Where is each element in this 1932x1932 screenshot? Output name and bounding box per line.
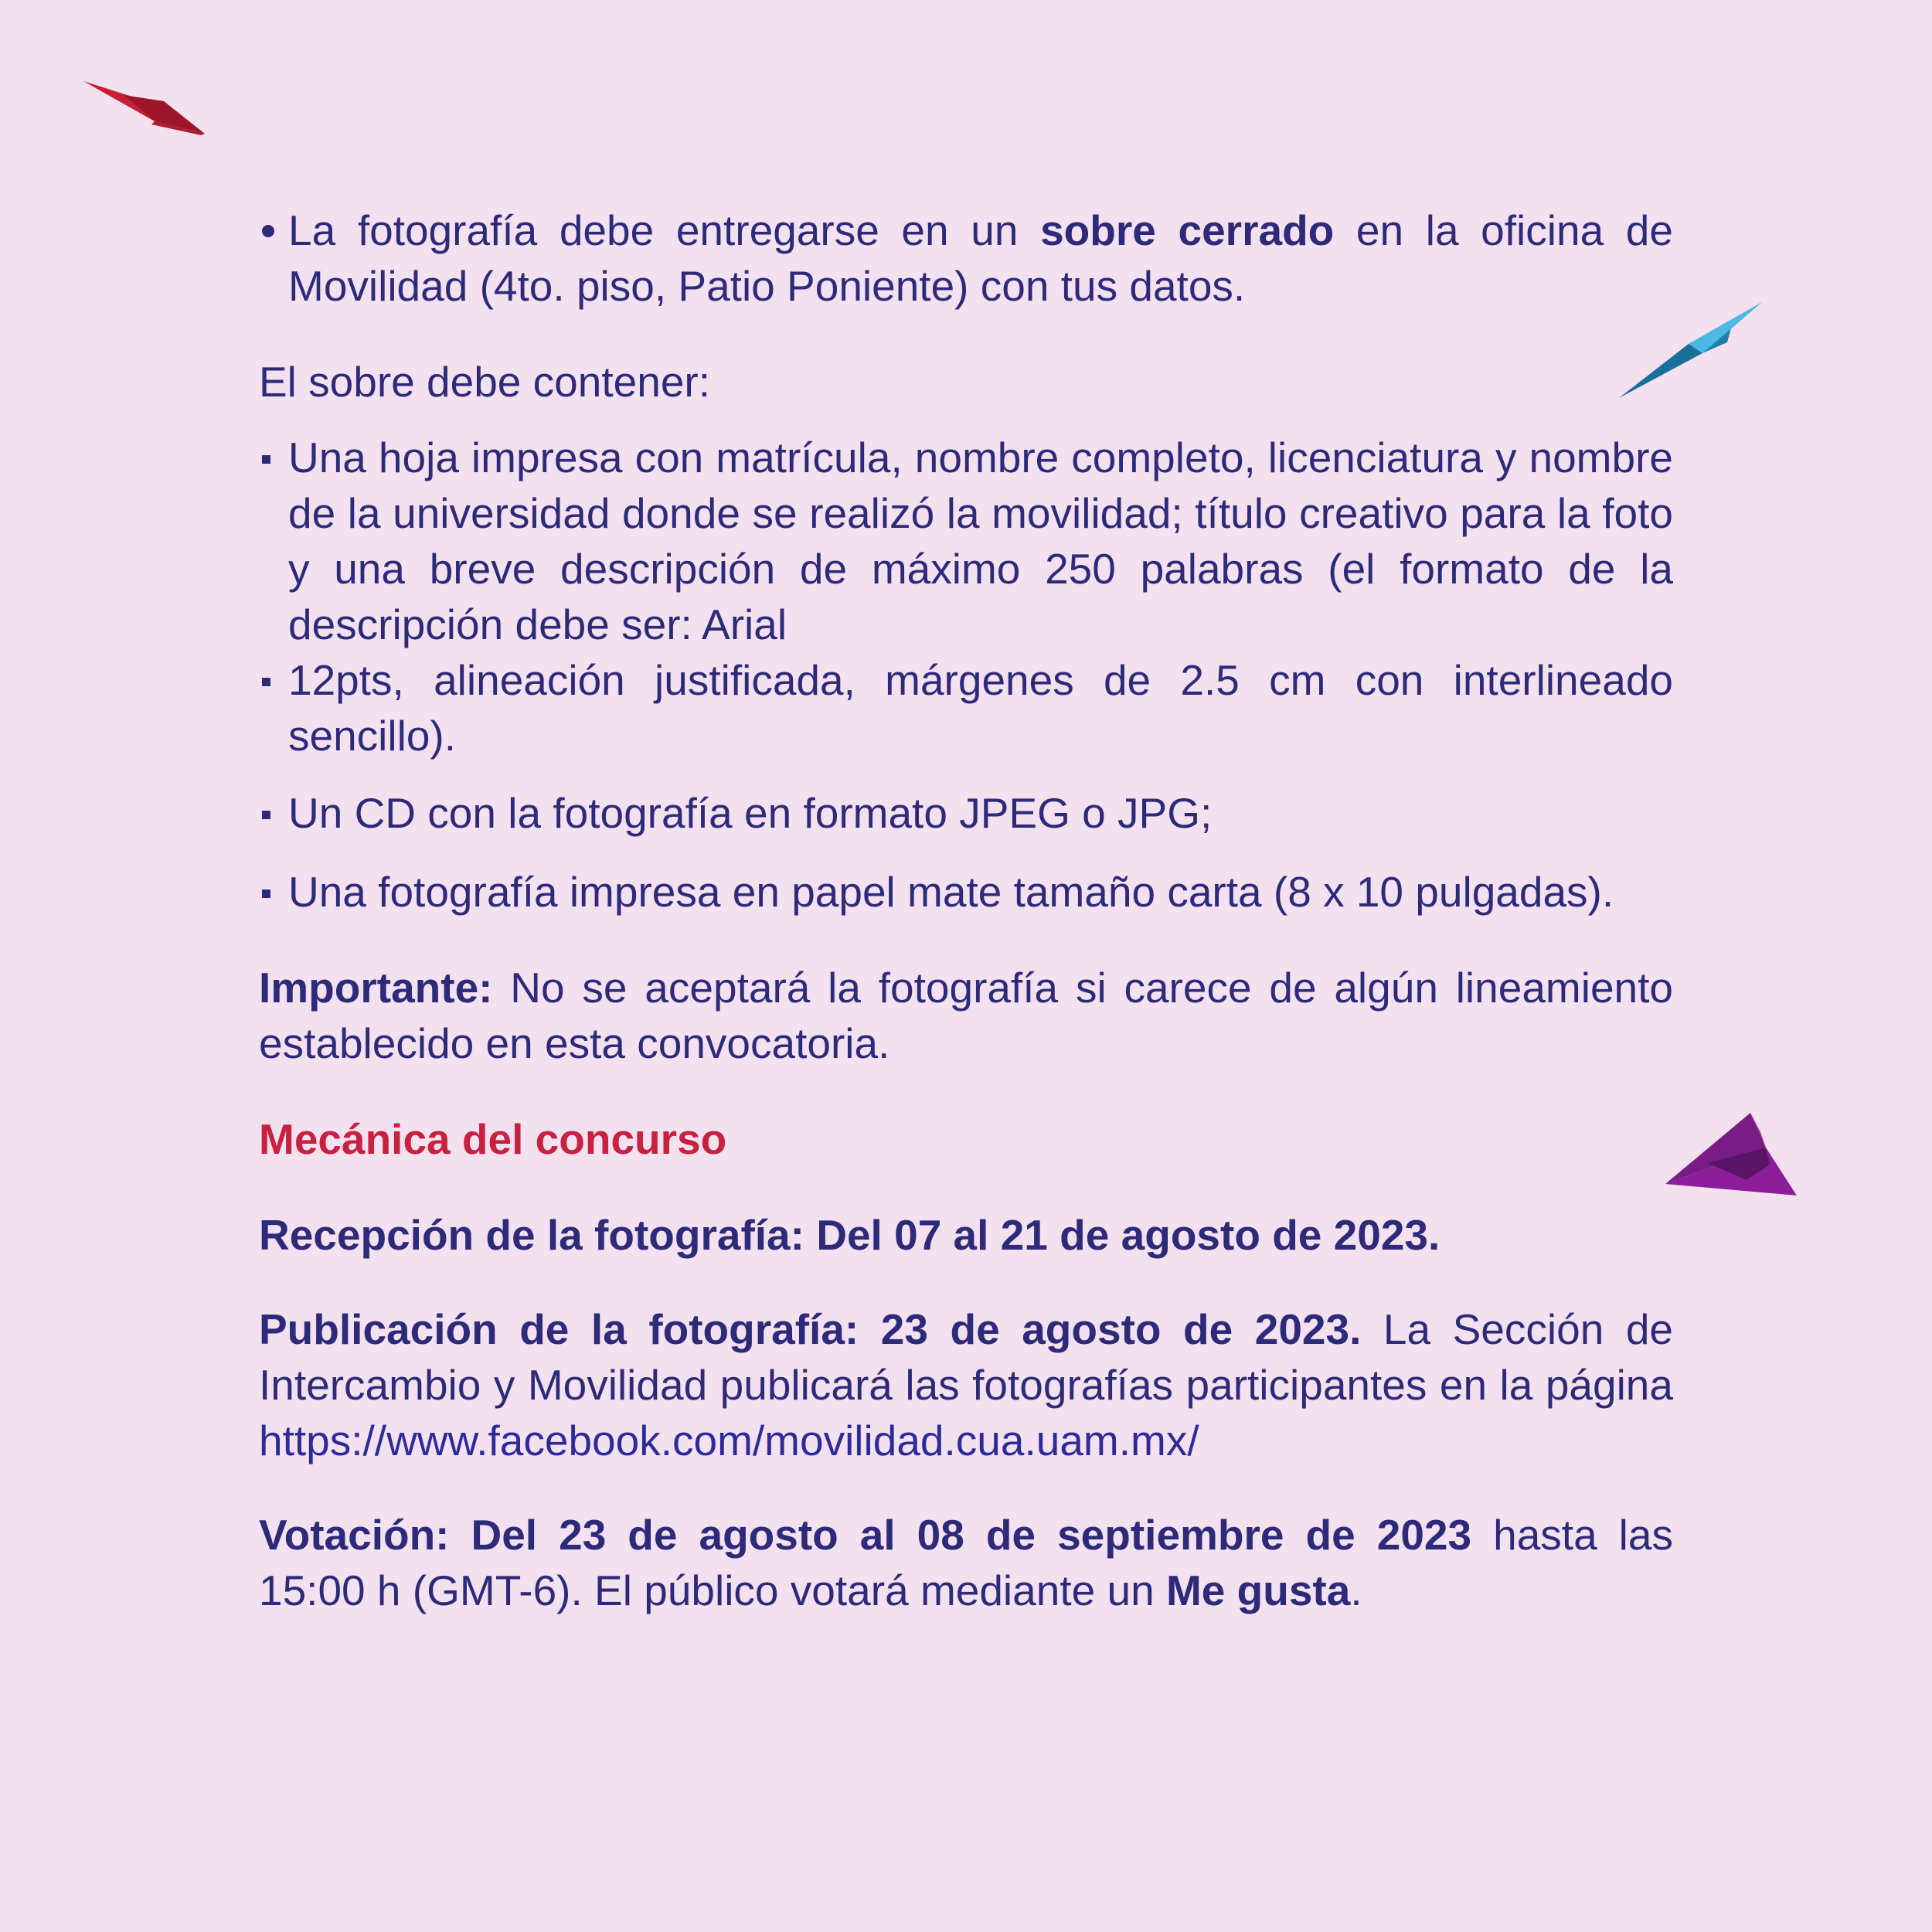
voting-info <box>259 1507 1673 1618</box>
document-body <box>259 202 1673 1618</box>
envelope-item <box>259 430 1673 652</box>
publication-date: Publicación de la fotografía: 23 de agosto de 2023. <box>259 1305 1362 1353</box>
submission-bullet <box>259 202 1673 314</box>
paper-plane-red-icon <box>77 73 209 143</box>
reception-dates: Recepción de la fotografía: Del 07 al 21 de agosto de 2023. <box>259 1211 1440 1259</box>
paper-plane-purple-icon <box>1662 1109 1801 1198</box>
voting-dates: Votación: Del 23 de agosto al 08 de septiembre de 2023 <box>259 1511 1472 1559</box>
important-text: No se aceptará la fotografía si carece de algún lineamiento establecido en esta convocatoria. <box>259 964 1673 1067</box>
voting-end-punctuation: . <box>1350 1566 1362 1614</box>
envelope-contents-heading: El sobre debe contener: <box>259 358 710 406</box>
like-emphasis: Me gusta <box>1165 1566 1351 1614</box>
envelope-item-text: Una fotografía impresa en papel mate tamaño carta (8 x 10 pulgadas). <box>288 868 1614 916</box>
voting-text: hasta las 15:00 h (GMT-6). El público votará mediante un <box>259 1511 1673 1614</box>
important-label: Importante: <box>259 964 493 1012</box>
sealed-envelope-emphasis: sobre cerrado <box>1040 206 1335 254</box>
envelope-item <box>259 864 1673 920</box>
envelope-item-text: Una hoja impresa con matrícula, nombre completo, licenciatura y nombre de la universidad donde se realizó la movilidad; título creativo para la foto y una breve descripción de máximo 250 palabras (el formato de la descripción debe ser: Arial <box>288 434 1673 648</box>
publication-info <box>259 1301 1673 1468</box>
contest-mechanics-heading: Mecánica del concurso <box>259 1115 727 1163</box>
submission-text-before: La fotografía debe entregarse en un <box>288 206 1041 254</box>
envelope-item-text: Un CD con la fotografía en formato JPEG o JPG; <box>288 789 1213 837</box>
submission-text-after: en la oficina de Movilidad (4to. piso, Patio Poniente) con tus datos. <box>288 206 1673 310</box>
envelope-item <box>259 652 1673 764</box>
envelope-item <box>259 785 1673 841</box>
envelope-item-text: 12pts, alineación justificada, márgenes de 2.5 cm con interlineado sencillo). <box>288 656 1673 760</box>
facebook-link[interactable]: https://www.facebook.com/movilidad.cua.uam.mx/ <box>259 1417 1199 1464</box>
publication-text: La Sección de Intercambio y Movilidad publicará las fotografías participantes en la página <box>259 1305 1673 1409</box>
important-notice <box>259 960 1673 1071</box>
